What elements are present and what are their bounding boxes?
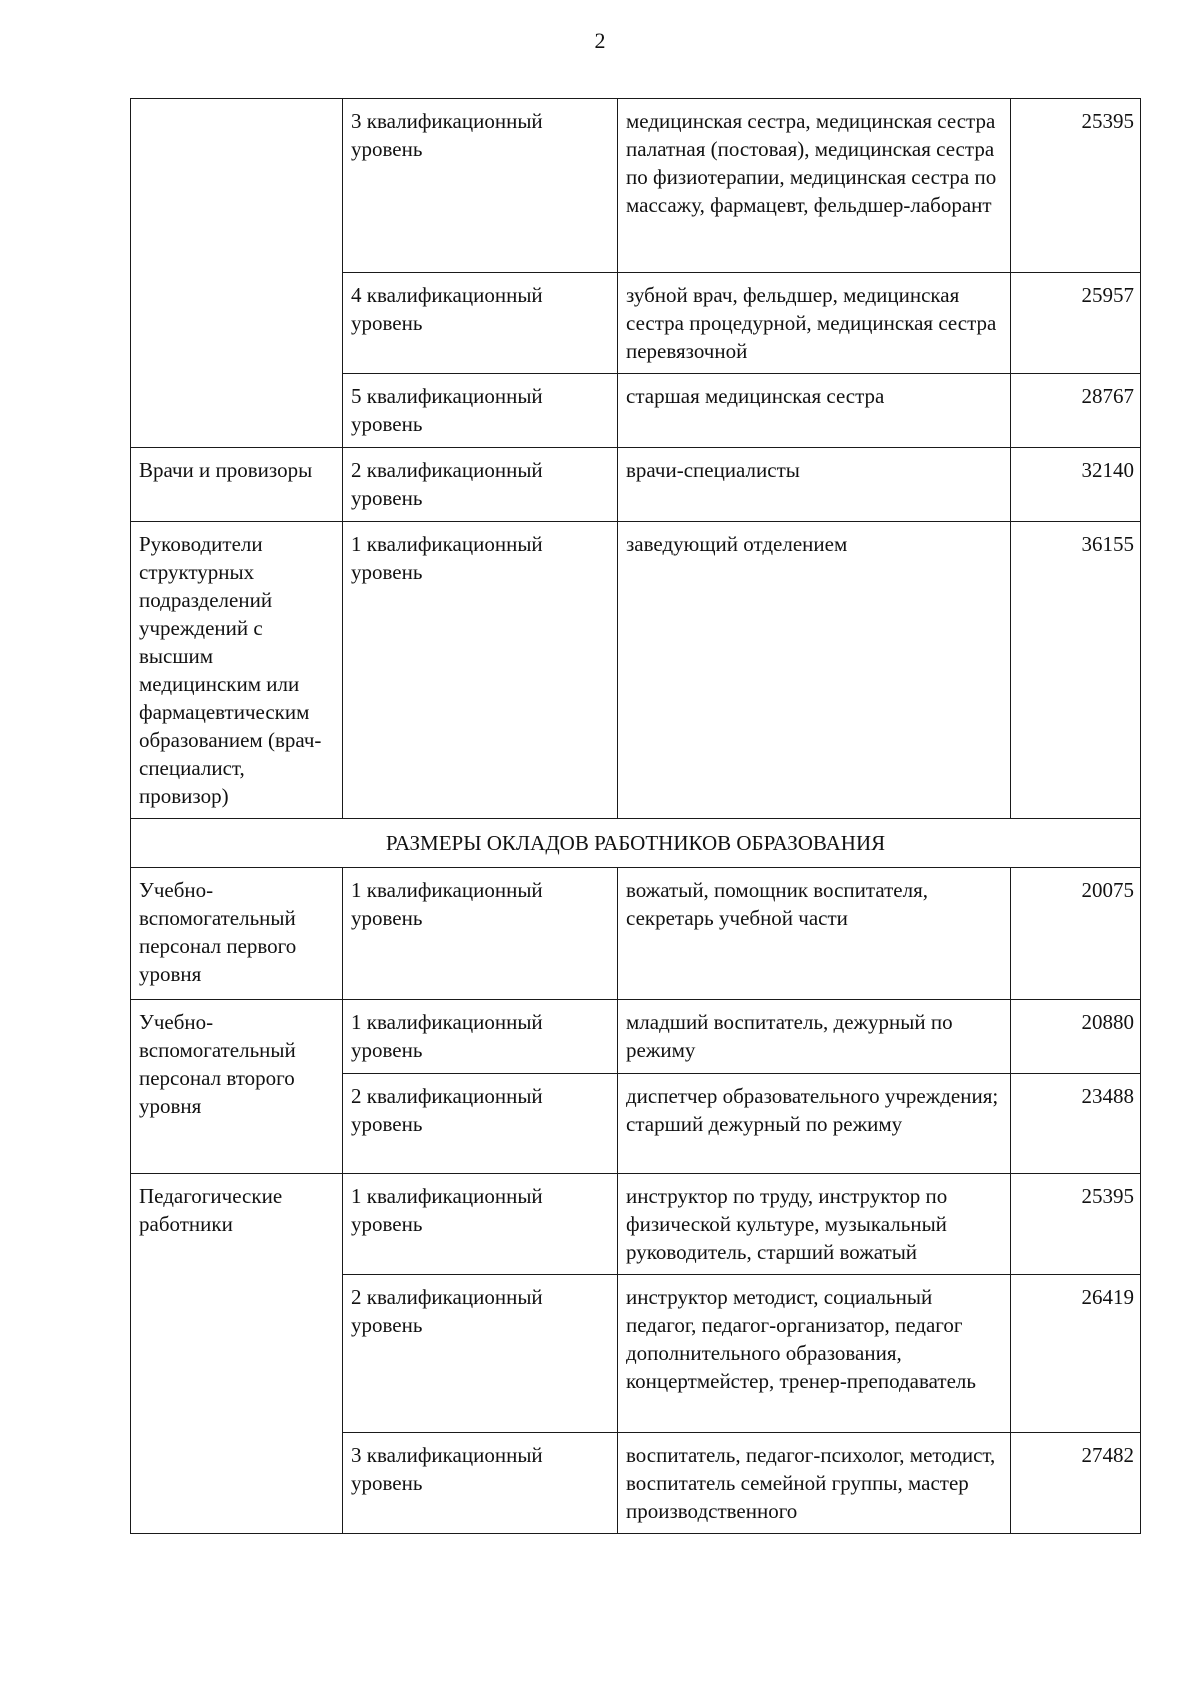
table-row bbox=[131, 1000, 1141, 1074]
salary-cell: 27482 bbox=[1011, 1433, 1141, 1534]
table-row bbox=[131, 868, 1141, 1000]
salary-cell: 36155 bbox=[1011, 522, 1141, 819]
group-cell bbox=[131, 99, 343, 448]
level-cell: 2 квалификационный уровень bbox=[343, 1275, 618, 1433]
level-cell: 3 квалификационный уровень bbox=[343, 1433, 618, 1534]
group-cell: Педагогические работники bbox=[131, 1174, 343, 1534]
positions-cell: заведующий отделением bbox=[618, 522, 1011, 819]
positions-cell: инструктор по труду, инструктор по физической культуре, музыкальный руководитель, старший вожатый bbox=[618, 1174, 1011, 1275]
salary-cell: 25957 bbox=[1011, 273, 1141, 374]
positions-cell: медицинская сестра, медицинская сестра палатная (постовая), медицинская сестра по физиотерапии, медицинская сестра по массажу, фармацевт, фельдшер-лаборант bbox=[618, 99, 1011, 273]
salary-cell: 25395 bbox=[1011, 1174, 1141, 1275]
table-row bbox=[131, 448, 1141, 522]
table-row bbox=[131, 522, 1141, 819]
table-row bbox=[131, 1174, 1141, 1275]
page-number: 2 bbox=[594, 28, 606, 53]
positions-cell: инструктор методист, социальный педагог, педагог-организатор, педагог дополнительного образования, концертмейстер, тренер-преподаватель bbox=[618, 1275, 1011, 1433]
positions-cell: вожатый, помощник воспитателя, секретарь учебной части bbox=[618, 868, 1011, 1000]
level-cell: 1 квалификационный уровень bbox=[343, 522, 618, 819]
level-cell: 1 квалификационный уровень bbox=[343, 868, 618, 1000]
salary-cell: 26419 bbox=[1011, 1275, 1141, 1433]
positions-cell: младший воспитатель, дежурный по режиму bbox=[618, 1000, 1011, 1074]
salary-cell: 20075 bbox=[1011, 868, 1141, 1000]
level-cell: 5 квалификационный уровень bbox=[343, 374, 618, 448]
group-cell: Руководители структурных подразделений учреждений с высшим медицинским или фармацевтическим образованием (врач-специалист, провизор) bbox=[131, 522, 343, 819]
positions-cell: диспетчер образовательного учреждения; старший дежурный по режиму bbox=[618, 1074, 1011, 1174]
group-cell: Учебно-вспомогательный персонал второго уровня bbox=[131, 1000, 343, 1174]
salary-cell: 20880 bbox=[1011, 1000, 1141, 1074]
group-cell: Учебно-вспомогательный персонал первого уровня bbox=[131, 868, 343, 1000]
positions-cell: старшая медицинская сестра bbox=[618, 374, 1011, 448]
positions-cell: врачи-специалисты bbox=[618, 448, 1011, 522]
salary-cell: 25395 bbox=[1011, 99, 1141, 273]
section-title: РАЗМЕРЫ ОКЛАДОВ РАБОТНИКОВ ОБРАЗОВАНИЯ bbox=[131, 819, 1141, 868]
salary-cell: 32140 bbox=[1011, 448, 1141, 522]
table-row bbox=[131, 99, 1141, 273]
salary-cell: 23488 bbox=[1011, 1074, 1141, 1174]
level-cell: 2 квалификационный уровень bbox=[343, 1074, 618, 1174]
level-cell: 2 квалификационный уровень bbox=[343, 448, 618, 522]
salary-table bbox=[130, 98, 1141, 1534]
salary-cell: 28767 bbox=[1011, 374, 1141, 448]
level-cell: 3 квалификационный уровень bbox=[343, 99, 618, 273]
section-row bbox=[131, 819, 1141, 868]
group-cell: Врачи и провизоры bbox=[131, 448, 343, 522]
level-cell: 1 квалификационный уровень bbox=[343, 1174, 618, 1275]
level-cell: 4 квалификационный уровень bbox=[343, 273, 618, 374]
level-cell: 1 квалификационный уровень bbox=[343, 1000, 618, 1074]
positions-cell: воспитатель, педагог-психолог, методист, воспитатель семейной группы, мастер производственного bbox=[618, 1433, 1011, 1534]
positions-cell: зубной врач, фельдшер, медицинская сестра процедурной, медицинская сестра перевязочной bbox=[618, 273, 1011, 374]
